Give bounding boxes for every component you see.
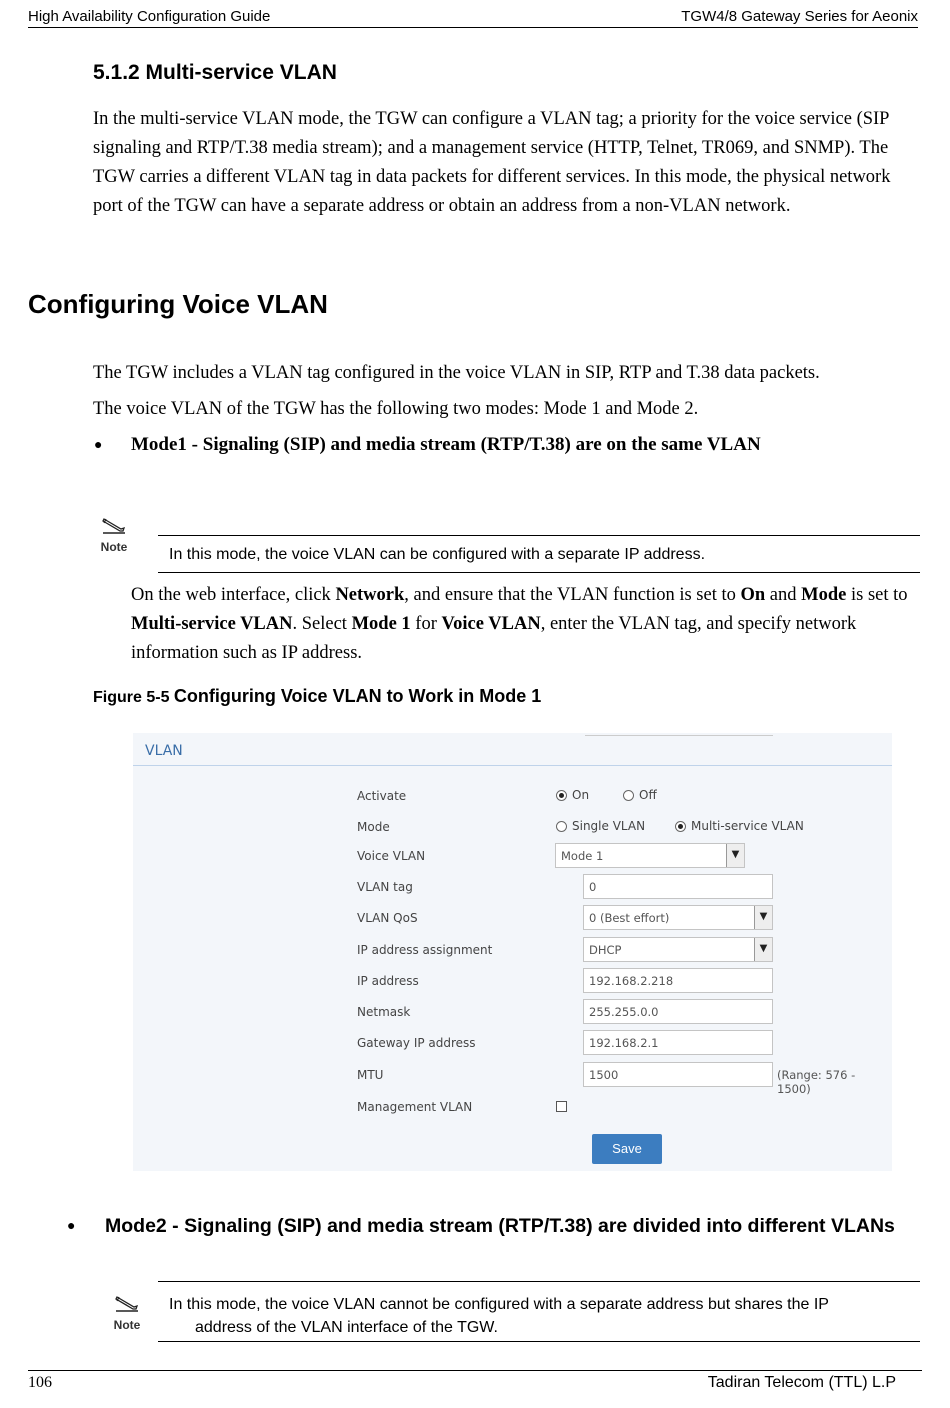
panel-top-line	[585, 733, 773, 736]
row-gateway	[133, 1030, 892, 1056]
subsection-heading: Configuring Voice VLAN	[28, 289, 328, 319]
vlan-title: VLAN	[145, 743, 183, 759]
mtu-range: (Range: 576 - 1500)	[777, 1068, 856, 1096]
gateway-value: 192.168.2.1	[589, 1036, 659, 1050]
page-number: 106	[28, 1374, 52, 1391]
note-box-2	[158, 1281, 920, 1342]
chevron-down-icon: ▼	[754, 906, 772, 929]
row-vlan-qos	[133, 905, 892, 931]
instr-text: is set to	[846, 585, 908, 605]
row-mtu	[133, 1062, 892, 1096]
instruction-paragraph	[131, 581, 911, 668]
activate-off-radio[interactable]	[623, 788, 657, 802]
vlan-tag-label: VLAN tag	[357, 880, 413, 894]
vlan-qos-select[interactable]	[583, 905, 773, 930]
intro-line-1: The TGW includes a VLAN tag configured in the voice VLAN in SIP, RTP and T.38 data packets.	[93, 363, 820, 383]
section-heading: 5.1.2 Multi-service VLAN	[93, 61, 337, 84]
instr-bold-network: Network	[335, 585, 405, 605]
vlan-panel	[133, 733, 892, 1171]
instr-text: , and ensure that the VLAN function is set to	[404, 585, 741, 605]
note-label: Note	[113, 1318, 141, 1332]
radio-empty-icon	[623, 790, 634, 801]
voice-vlan-label: Voice VLAN	[357, 849, 426, 863]
chevron-down-icon: ▼	[726, 844, 744, 867]
instr-text: for	[410, 614, 442, 634]
intro-line-2: The voice VLAN of the TGW has the following two modes: Mode 1 and Mode 2.	[93, 399, 699, 419]
row-ip-address	[133, 968, 892, 994]
netmask-value: 255.255.0.0	[589, 1005, 659, 1019]
instr-text: . Select	[292, 614, 352, 634]
mode-single-label: Single VLAN	[572, 819, 646, 833]
instr-text: On the web interface, click	[131, 585, 336, 605]
pencil-icon	[114, 1293, 140, 1313]
note-box-1	[158, 535, 920, 573]
mode-multi-label: Multi-service VLAN	[691, 819, 804, 833]
note-icon	[107, 1293, 147, 1332]
ip-assignment-value: DHCP	[589, 943, 622, 957]
row-mgmt-vlan	[133, 1094, 892, 1120]
ip-assignment-select[interactable]	[583, 937, 773, 962]
instr-bold-mode: Mode	[801, 585, 847, 605]
bullet-icon: ●	[94, 438, 103, 453]
chevron-down-icon: ▼	[754, 938, 772, 961]
instr-text: , enter the VLAN tag, and specify network information such as IP address.	[131, 614, 857, 663]
footer-company: Tadiran Telecom (TTL) L.P	[707, 1374, 896, 1391]
row-activate	[133, 783, 892, 809]
row-voice-vlan	[133, 843, 892, 869]
ip-address-label: IP address	[357, 974, 419, 988]
mode-label: Mode	[357, 820, 390, 834]
mtu-input[interactable]	[583, 1062, 773, 1087]
mtu-label: MTU	[357, 1068, 384, 1082]
ip-address-input[interactable]	[583, 968, 773, 993]
section-paragraph: In the multi-service VLAN mode, the TGW can configure a VLAN tag; a priority for the voice service (SIP signaling and RTP/T.38 media stream); and a management service (HTTP, Telnet, TR069, and SNMP). The TGW carries a different VLAN tag in data packets for different services. In this mode, the physical network port of the TGW can have a separate address or obtain an address from a non-VLAN network.	[93, 109, 891, 216]
ip-address-value: 192.168.2.218	[589, 974, 674, 988]
row-vlan-tag	[133, 874, 892, 900]
vlan-tag-input[interactable]	[583, 874, 773, 899]
activate-off-label: Off	[639, 788, 657, 802]
instr-bold-on: On	[740, 585, 766, 605]
note-icon	[94, 515, 134, 554]
activate-on-label: On	[572, 788, 590, 802]
mgmt-vlan-label: Management VLAN	[357, 1100, 473, 1114]
netmask-input[interactable]	[583, 999, 773, 1024]
bullet-icon: ●	[67, 1219, 76, 1234]
header-left: High Availability Configuration Guide	[28, 8, 271, 25]
gateway-input[interactable]	[583, 1030, 773, 1055]
instr-text: and	[765, 585, 802, 605]
note-text-1: In this mode, the voice VLAN can be configured with a separate IP address.	[169, 546, 706, 563]
title-divider	[133, 765, 892, 766]
instr-bold-multi: Multi-service VLAN	[131, 614, 293, 634]
mgmt-vlan-checkbox[interactable]	[556, 1101, 567, 1112]
bullet-mode1: Mode1 - Signaling (SIP) and media stream (RTP/T.38) are on the same VLAN	[131, 434, 761, 455]
footer-divider	[28, 1370, 922, 1371]
ip-assignment-label: IP address assignment	[357, 943, 493, 957]
bullet-mode2: Mode2 - Signaling (SIP) and media stream (RTP/T.38) are divided into different VLANs	[105, 1215, 895, 1237]
voice-vlan-select[interactable]	[555, 843, 745, 868]
pencil-icon	[101, 515, 127, 535]
figure-title: Configuring Voice VLAN to Work in Mode 1	[173, 686, 542, 706]
figure-prefix: Figure 5-5	[93, 689, 174, 706]
vlan-qos-value: 0 (Best effort)	[589, 911, 670, 925]
instr-bold-voice-vlan: Voice VLAN	[441, 614, 541, 634]
radio-selected-icon	[675, 821, 686, 832]
activate-label: Activate	[357, 789, 407, 803]
mtu-value: 1500	[589, 1068, 619, 1082]
gateway-label: Gateway IP address	[357, 1036, 476, 1050]
row-ip-assignment	[133, 937, 892, 963]
voice-vlan-value: Mode 1	[561, 849, 604, 863]
header-right: TGW4/8 Gateway Series for Aeonix	[681, 8, 918, 25]
page-header	[28, 8, 918, 28]
radio-selected-icon	[556, 790, 567, 801]
save-button[interactable]: Save	[592, 1134, 662, 1164]
vlan-qos-label: VLAN QoS	[357, 911, 418, 925]
row-netmask	[133, 999, 892, 1025]
note-label: Note	[100, 540, 128, 554]
figure-caption	[93, 686, 541, 707]
netmask-label: Netmask	[357, 1005, 411, 1019]
mode-multi-radio[interactable]	[675, 819, 804, 833]
activate-on-radio[interactable]	[556, 788, 589, 802]
note-text-2: In this mode, the voice VLAN cannot be configured with a separate address but shares the IP address of the VLAN interface of the TGW.	[169, 1296, 829, 1336]
radio-empty-icon	[556, 821, 567, 832]
instr-bold-mode1: Mode 1	[351, 614, 411, 634]
row-mode	[133, 814, 892, 840]
vlan-tag-value: 0	[589, 880, 597, 894]
mode-single-radio[interactable]	[556, 819, 645, 833]
